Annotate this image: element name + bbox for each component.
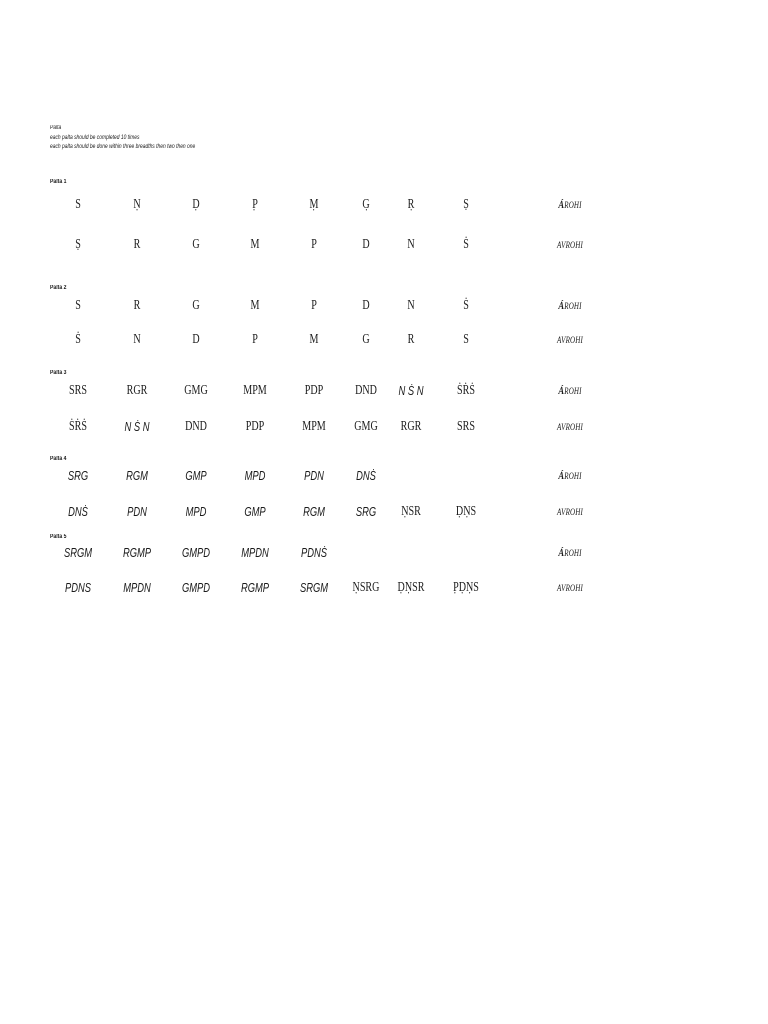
swara-cell: MPD	[244, 468, 266, 483]
swara-cell: D	[362, 298, 370, 313]
swara-cell: DND	[185, 419, 207, 434]
swara-cell: Ṛ	[407, 197, 415, 212]
direction-initial: Á	[558, 300, 565, 312]
swara-cell: RGMP	[240, 580, 270, 595]
swara-cell: SRGM	[63, 545, 93, 560]
swara-cell: RGM	[126, 468, 148, 483]
arohi-label	[558, 297, 581, 315]
swara-cell: MPM	[243, 383, 267, 398]
avrohi-label	[557, 331, 583, 349]
notes-title: Palta	[50, 125, 62, 131]
arohi-label	[558, 544, 581, 562]
arohi-row	[0, 297, 768, 315]
swara-cell: P	[311, 237, 317, 252]
swara-cell: MPM	[302, 419, 326, 434]
arohi-row	[0, 382, 768, 400]
swara-cell: D	[362, 237, 370, 252]
swara-cell: PDNṠ	[300, 545, 328, 560]
swara-cell: ṠṘṠ	[69, 419, 87, 434]
swara-cell: N	[133, 332, 141, 347]
swara-cell: P̣	[252, 197, 258, 212]
direction-text: AVROHI	[557, 422, 583, 432]
arohi-row	[0, 196, 768, 214]
swara-cell: R	[133, 237, 141, 252]
swara-cell: ḌṆSR	[397, 580, 425, 595]
avrohi-row	[0, 579, 768, 597]
swara-cell: GMG	[184, 383, 208, 398]
arohi-row	[0, 544, 768, 562]
avrohi-row	[0, 236, 768, 254]
avrohi-row	[0, 503, 768, 521]
swara-cell: ḌṆS	[455, 504, 477, 519]
avrohi-label	[557, 579, 583, 597]
swara-cell: P	[252, 332, 258, 347]
direction-text: ROHI	[564, 301, 582, 311]
arohi-label	[558, 467, 581, 485]
swara-cell: M	[309, 332, 319, 347]
palta-label: Palta 1	[50, 179, 67, 185]
swara-cell: SRS	[457, 419, 475, 434]
swara-cell: Ṡ	[463, 237, 469, 252]
direction-text: ROHI	[564, 386, 582, 396]
swara-cell: Ṣ	[463, 197, 469, 212]
swara-cell: SRS	[69, 383, 87, 398]
arohi-label	[558, 196, 581, 214]
swara-cell: N	[407, 237, 415, 252]
avrohi-label	[557, 418, 583, 436]
swara-cell: R	[133, 298, 141, 313]
avrohi-row	[0, 418, 768, 436]
arohi-row	[0, 467, 768, 485]
palta-label: Palta 4	[50, 456, 67, 462]
direction-text: AVROHI	[557, 583, 583, 593]
swara-cell: DNṠ	[356, 468, 376, 483]
swara-cell: SRG	[355, 504, 377, 519]
palta-label: Palta 2	[50, 285, 67, 291]
swara-cell: PDN	[127, 504, 147, 519]
swara-cell: M	[250, 237, 260, 252]
swara-cell: N Ṡ N	[124, 419, 150, 434]
swara-cell: R	[407, 332, 415, 347]
swara-cell: P̣ḌṆS	[453, 580, 479, 595]
swara-cell: GMP	[244, 504, 266, 519]
notes-instruction-breath: each palta should be done within three breadths then two then one	[50, 144, 196, 150]
swara-cell: S	[75, 298, 81, 313]
direction-text: ROHI	[564, 200, 582, 210]
swara-cell: G	[362, 332, 370, 347]
notes-instruction-repeat: each palta should be completed 10 times	[50, 134, 140, 141]
swara-cell: SRG	[67, 468, 89, 483]
swara-cell: RGR	[400, 419, 422, 434]
direction-text: AVROHI	[557, 507, 583, 517]
swara-cell: Ḍ	[192, 197, 200, 212]
direction-text: AVROHI	[557, 240, 583, 250]
swara-cell: M	[250, 298, 260, 313]
swara-cell: RGM	[303, 504, 325, 519]
palta-label: Palta 5	[50, 534, 67, 540]
swara-cell: GMG	[354, 419, 378, 434]
swara-cell: PDP	[304, 383, 324, 398]
swara-cell: Ṃ	[309, 197, 319, 212]
swara-cell: N Ṡ N	[398, 383, 424, 398]
swara-cell: G	[192, 237, 200, 252]
swara-cell: D	[192, 332, 200, 347]
swara-cell: DND	[355, 383, 377, 398]
direction-initial: Á	[558, 385, 565, 397]
swara-cell: P	[311, 298, 317, 313]
avrohi-label	[557, 503, 583, 521]
direction-initial: Á	[558, 547, 565, 559]
direction-text: AVROHI	[557, 335, 583, 345]
swara-cell: Ṣ	[75, 237, 81, 252]
swara-cell: G̣	[362, 197, 370, 212]
swara-cell: S	[75, 197, 81, 212]
swara-cell: G	[192, 298, 200, 313]
arohi-label	[558, 382, 581, 400]
direction-text: ROHI	[564, 548, 582, 558]
direction-initial: Á	[558, 470, 565, 482]
swara-cell: ṆSR	[401, 504, 421, 519]
swara-cell: ṆSRG	[352, 580, 380, 595]
swara-cell: MPD	[185, 504, 207, 519]
palta-label: Palta 3	[50, 370, 67, 376]
direction-text: ROHI	[564, 471, 582, 481]
swara-cell: PDNS	[64, 580, 92, 595]
swara-cell: GMPD	[181, 580, 211, 595]
swara-cell: SRGM	[299, 580, 329, 595]
swara-cell: GMP	[185, 468, 207, 483]
swara-cell: MPDN	[123, 580, 151, 595]
swara-cell: Ṡ	[463, 298, 469, 313]
swara-cell: PDP	[245, 419, 265, 434]
swara-cell: RGMP	[122, 545, 152, 560]
swara-cell: N	[407, 298, 415, 313]
palta-notes	[50, 124, 195, 153]
direction-initial: Á	[558, 199, 565, 211]
swara-cell: ṠṘṠ	[457, 383, 475, 398]
swara-cell: PDN	[304, 468, 324, 483]
swara-cell: Ṇ	[133, 197, 141, 212]
swara-cell: DNṠ	[68, 504, 88, 519]
swara-cell: Ṡ	[75, 332, 81, 347]
avrohi-row	[0, 331, 768, 349]
avrohi-label	[557, 236, 583, 254]
swara-cell: RGR	[126, 383, 148, 398]
swara-cell: MPDN	[241, 545, 269, 560]
swara-cell: S	[463, 332, 469, 347]
swara-cell: GMPD	[181, 545, 211, 560]
